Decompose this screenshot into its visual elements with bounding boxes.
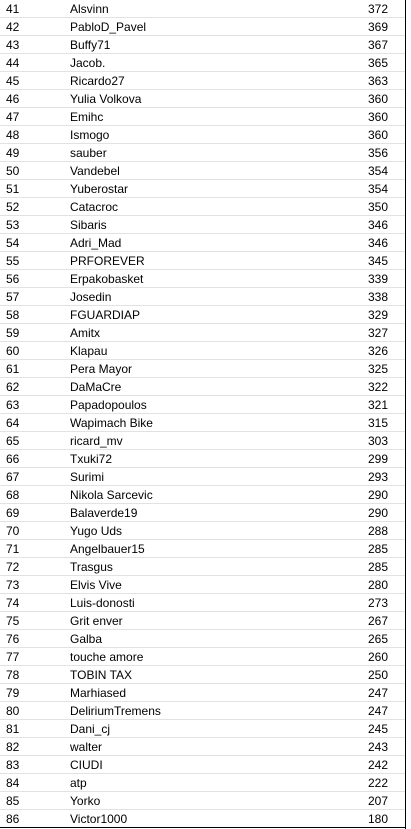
table-row: [0, 738, 405, 756]
rank-cell: 54: [6, 236, 20, 250]
table-row: [0, 540, 405, 558]
table-row: [0, 792, 405, 810]
player-name-cell: Grit enver: [70, 614, 123, 628]
player-name-cell: Yugo Uds: [70, 524, 123, 538]
rank-cell: 67: [6, 470, 20, 484]
rank-cell: 80: [6, 704, 20, 718]
table-row: [0, 486, 405, 504]
points-cell: 288: [367, 524, 388, 538]
points-cell: 367: [367, 38, 388, 52]
points-cell: 322: [367, 380, 388, 394]
player-name-cell: Pera Mayor: [70, 362, 133, 376]
table-row: [0, 396, 405, 414]
points-cell: 290: [367, 488, 388, 502]
table-row: [0, 522, 405, 540]
rank-cell: 70: [6, 524, 20, 538]
points-cell: 265: [367, 632, 388, 646]
table-row: [0, 612, 405, 630]
rank-cell: 51: [6, 182, 20, 196]
table-row: [0, 216, 405, 234]
player-name-cell: Marhiased: [70, 686, 127, 700]
table-row: [0, 18, 405, 36]
points-cell: 365: [367, 56, 388, 70]
points-cell: 369: [367, 20, 388, 34]
player-name-cell: Elvis Vive: [70, 578, 122, 592]
player-name-cell: Angelbauer15: [70, 542, 145, 556]
player-name-cell: Adri_Mad: [70, 236, 122, 250]
rank-cell: 45: [6, 74, 20, 88]
points-cell: 207: [367, 794, 388, 808]
table-row: [0, 774, 405, 792]
table-row: [0, 756, 405, 774]
table-row: [0, 630, 405, 648]
player-name-cell: Wapimach Bike: [70, 416, 153, 430]
player-name-cell: ricard_mv: [70, 434, 123, 448]
rank-cell: 82: [6, 740, 20, 754]
rank-cell: 66: [6, 452, 20, 466]
points-cell: 267: [367, 614, 388, 628]
table-row: [0, 306, 405, 324]
points-cell: 363: [367, 74, 388, 88]
player-name-cell: Sibaris: [70, 218, 107, 232]
table-row: [0, 144, 405, 162]
player-name-cell: FGUARDIAP: [70, 308, 141, 322]
table-row: [0, 558, 405, 576]
player-name-cell: Buffy71: [70, 38, 111, 52]
rank-cell: 72: [6, 560, 20, 574]
player-name-cell: Ricardo27: [70, 74, 125, 88]
points-cell: 327: [367, 326, 388, 340]
table-row: [0, 90, 405, 108]
points-cell: 372: [367, 2, 388, 16]
table-row: [0, 54, 405, 72]
rank-cell: 71: [6, 542, 20, 556]
rank-cell: 68: [6, 488, 20, 502]
table-row: [0, 594, 405, 612]
table-row: [0, 468, 405, 486]
table-row: [0, 0, 405, 18]
table-row: [0, 720, 405, 738]
player-name-cell: Luis-donosti: [70, 596, 135, 610]
player-name-cell: touche amore: [70, 650, 144, 664]
points-cell: 315: [367, 416, 388, 430]
rank-cell: 69: [6, 506, 20, 520]
points-cell: 339: [367, 272, 388, 286]
player-name-cell: Trasgus: [70, 560, 113, 574]
points-cell: 299: [367, 452, 388, 466]
table-row: [0, 324, 405, 342]
player-name-cell: Nikola Sarcevic: [70, 488, 153, 502]
points-cell: 345: [367, 254, 388, 268]
player-name-cell: Catacroc: [70, 200, 119, 214]
points-cell: 247: [367, 704, 388, 718]
points-cell: 326: [367, 344, 388, 358]
rank-cell: 81: [6, 722, 20, 736]
table-row: [0, 810, 405, 828]
table-row: [0, 126, 405, 144]
rank-cell: 77: [6, 650, 20, 664]
rank-cell: 42: [6, 20, 20, 34]
points-cell: 285: [367, 560, 388, 574]
rank-cell: 58: [6, 308, 20, 322]
player-name-cell: Vandebel: [70, 164, 120, 178]
points-cell: 356: [367, 146, 388, 160]
table-row: [0, 648, 405, 666]
points-cell: 321: [367, 398, 388, 412]
rank-cell: 76: [6, 632, 20, 646]
points-cell: 354: [367, 164, 388, 178]
player-name-cell: Victor1000: [70, 812, 128, 826]
rank-cell: 48: [6, 128, 20, 142]
points-cell: 346: [367, 218, 388, 232]
table-row: [0, 702, 405, 720]
rank-cell: 53: [6, 218, 20, 232]
table-row: [0, 432, 405, 450]
player-name-cell: PabloD_Pavel: [70, 20, 147, 34]
points-cell: 325: [367, 362, 388, 376]
player-name-cell: Yuberostar: [70, 182, 129, 196]
rank-cell: 75: [6, 614, 20, 628]
table-row: [0, 252, 405, 270]
player-name-cell: Yorko: [70, 794, 101, 808]
player-name-cell: Papadopoulos: [70, 398, 147, 412]
player-name-cell: sauber: [70, 146, 107, 160]
table-row: [0, 504, 405, 522]
table-row: [0, 414, 405, 432]
points-cell: 350: [367, 200, 388, 214]
table-row: [0, 288, 405, 306]
table-row: [0, 72, 405, 90]
rank-cell: 83: [6, 758, 20, 772]
table-row: [0, 234, 405, 252]
table-row: [0, 378, 405, 396]
points-cell: 260: [367, 650, 388, 664]
table-row: [0, 198, 405, 216]
points-cell: 273: [367, 596, 388, 610]
player-name-cell: walter: [70, 740, 103, 754]
rank-cell: 43: [6, 38, 20, 52]
table-row: [0, 684, 405, 702]
player-name-cell: PRFOREVER: [70, 254, 145, 268]
rank-cell: 47: [6, 110, 20, 124]
rank-cell: 61: [6, 362, 20, 376]
player-name-cell: Emihc: [70, 110, 104, 124]
rank-cell: 85: [6, 794, 20, 808]
player-name-cell: Klapau: [70, 344, 108, 358]
table-row: [0, 666, 405, 684]
points-cell: 354: [367, 182, 388, 196]
points-cell: 285: [367, 542, 388, 556]
bottom-border: [0, 827, 405, 828]
table-row: [0, 450, 405, 468]
table-row: [0, 342, 405, 360]
rank-cell: 65: [6, 434, 20, 448]
points-cell: 329: [367, 308, 388, 322]
points-cell: 247: [367, 686, 388, 700]
player-name-cell: Txuki72: [70, 452, 113, 466]
points-cell: 243: [367, 740, 388, 754]
points-cell: 180: [367, 812, 388, 826]
rank-cell: 86: [6, 812, 20, 826]
player-name-cell: Balaverde19: [70, 506, 138, 520]
points-cell: 346: [367, 236, 388, 250]
rank-cell: 64: [6, 416, 20, 430]
player-name-cell: Surimi: [70, 470, 105, 484]
player-name-cell: Ismogo: [70, 128, 110, 142]
rank-cell: 41: [6, 2, 20, 16]
player-name-cell: Erpakobasket: [70, 272, 144, 286]
player-name-cell: DaMaCre: [70, 380, 122, 394]
table-row: [0, 36, 405, 54]
rank-cell: 62: [6, 380, 20, 394]
table-row: [0, 576, 405, 594]
table-row: [0, 180, 405, 198]
rank-cell: 50: [6, 164, 20, 178]
points-cell: 245: [367, 722, 388, 736]
player-name-cell: Yulia Volkova: [70, 92, 142, 106]
table-row: [0, 108, 405, 126]
rank-cell: 74: [6, 596, 20, 610]
player-name-cell: atp: [70, 776, 87, 790]
player-name-cell: DeliriumTremens: [70, 704, 161, 718]
player-name-cell: Amitx: [70, 326, 100, 340]
points-cell: 360: [367, 92, 388, 106]
player-name-cell: TOBIN TAX: [70, 668, 133, 682]
rank-cell: 73: [6, 578, 20, 592]
player-name-cell: CIUDI: [70, 758, 103, 772]
player-name-cell: Galba: [70, 632, 103, 646]
rank-cell: 55: [6, 254, 20, 268]
rank-cell: 79: [6, 686, 20, 700]
table-row: [0, 360, 405, 378]
rank-cell: 60: [6, 344, 20, 358]
points-cell: 360: [367, 128, 388, 142]
player-name-cell: Jacob.: [70, 56, 106, 70]
points-cell: 338: [367, 290, 388, 304]
rank-cell: 59: [6, 326, 20, 340]
rank-cell: 56: [6, 272, 20, 286]
points-cell: 242: [367, 758, 388, 772]
rank-cell: 78: [6, 668, 20, 682]
rank-cell: 44: [6, 56, 20, 70]
points-cell: 303: [367, 434, 388, 448]
table-row: [0, 162, 405, 180]
rank-cell: 49: [6, 146, 20, 160]
rank-cell: 57: [6, 290, 20, 304]
right-border: [405, 0, 406, 829]
points-cell: 250: [367, 668, 388, 682]
table-row: [0, 270, 405, 288]
points-cell: 360: [367, 110, 388, 124]
player-name-cell: Josedin: [70, 290, 112, 304]
points-cell: 222: [367, 776, 388, 790]
rank-cell: 84: [6, 776, 20, 790]
player-name-cell: Alsvinn: [70, 2, 109, 16]
points-cell: 293: [367, 470, 388, 484]
points-cell: 290: [367, 506, 388, 520]
rank-cell: 46: [6, 92, 20, 106]
rank-cell: 52: [6, 200, 20, 214]
player-name-cell: Dani_cj: [70, 722, 111, 736]
points-cell: 280: [367, 578, 388, 592]
rank-cell: 63: [6, 398, 20, 412]
